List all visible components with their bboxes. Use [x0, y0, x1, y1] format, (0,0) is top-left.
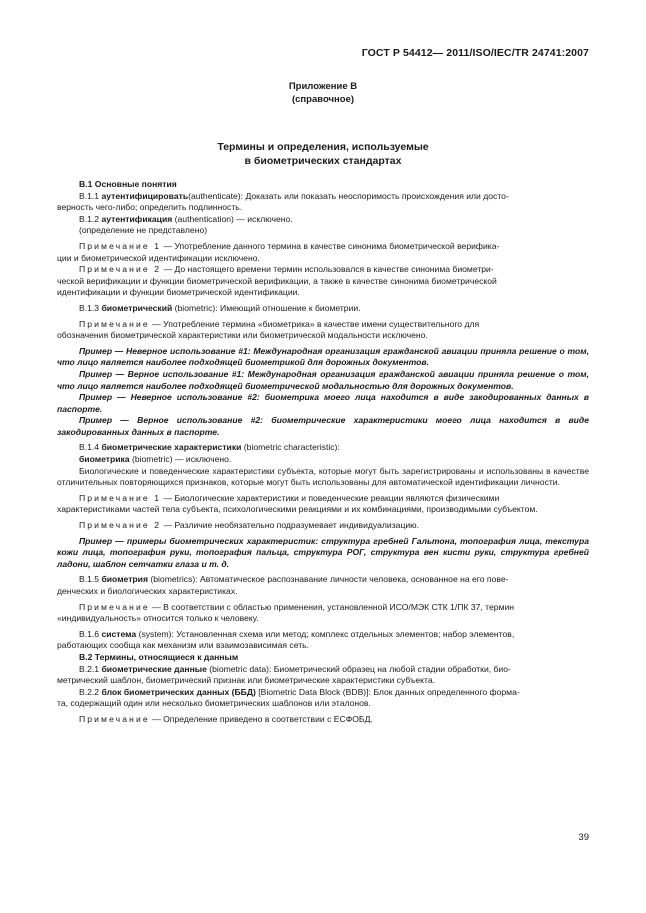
note-text: — Употребление термина «биометрика» в качестве имени существительного для [149, 318, 480, 329]
note-text: — Употребление данного термина в качестве синонима биометрической верифика- [161, 240, 500, 251]
note-text: — В соответствии с областью применения, установленной ИСО/МЭК СТК 1/ПК 37, термин [149, 601, 515, 612]
note-label: Примечание [79, 713, 150, 724]
term-name: биометрические характеристики [101, 442, 242, 453]
term-name: биометрика [79, 454, 130, 465]
title-line-2: в биометрических стандартах [244, 155, 402, 167]
note-1-cont: ции и биометрической идентификации исключено. [57, 252, 260, 263]
term-b1-6 [57, 629, 589, 641]
term-definition: [Biometric Data Block (BDB)]: Блок данных определенного форма- [255, 686, 520, 697]
appendix-label: Приложение В [288, 81, 358, 92]
term-name: аутентифицировать [101, 190, 189, 201]
note-2-cont-2: идентификации и функции биометрической идентификации. [57, 287, 300, 298]
term-name: биометрический [101, 302, 173, 313]
term-definition: (biometrics): Автоматическое распознавание личности человека, основанное на его пове- [147, 574, 509, 585]
term-name: система [101, 628, 137, 639]
note-label: Примечание 2 [79, 520, 162, 531]
term-b2-1 [57, 664, 589, 676]
note-label: Примечание [79, 601, 150, 612]
note-3-line [57, 319, 589, 331]
example-4: Пример — Верное использование #2: биометрические характеристики моего лица находится в виде закодированных данных в паспорте. [57, 415, 589, 437]
example-5: Пример — примеры биометрических характеристик: структура гребней Гальтона, топография лица, текстура кожи лица, топография руки, топография пальца, структура РОГ, структура вен кисти руки, структура гребней ладони, шаблон сетчатки глаза и т. д. [57, 535, 589, 569]
term-definition: (biometric) — исключено. [129, 454, 232, 465]
term-name: блок биометрических данных (ББД) [101, 686, 256, 697]
term-b1-1-cont: верность чего-либо; определить подлинность. [57, 202, 243, 213]
term-b1-4 [57, 442, 589, 454]
term-b1-3 [57, 303, 589, 315]
term-definition: (authentication) — исключено. [172, 213, 293, 224]
term-definition: (biometric data): Биометрический образец на любой стадии обработки, био- [206, 663, 511, 674]
note-4-line [57, 493, 589, 505]
appendix-note: (справочное) [291, 94, 355, 105]
term-b1-2-cont: (определение не представлено) [79, 225, 208, 236]
note-label: Примечание 1 [79, 240, 162, 251]
note-text: — Различие необязательно подразумевает индивидуализацию. [161, 520, 419, 531]
term-name: аутентификация [101, 213, 173, 224]
term-number: В.1.5 [79, 574, 102, 585]
term-definition: (biometric characteristic): [241, 442, 340, 453]
example-3: Пример — Неверное использование #2: биометрика моего лица находится в виде закодированных данных в паспорте. [57, 392, 589, 414]
note-text: — Биологические характеристики и поведенческие реакции являются физическими [161, 492, 500, 503]
note-2-cont-1: ческой верификации и функции биометрической верификации, а также в качестве синонима биометрической [57, 275, 497, 286]
term-b1-2 [57, 214, 589, 226]
term-number: В.1.6 [79, 628, 102, 639]
standard-header: ГОСТ Р 54412— 2011/ISO/IEC/TR 24741:2007 [361, 47, 589, 59]
appendix-heading [0, 80, 646, 106]
term-b1-4-synonym [57, 454, 589, 466]
note-1-line [57, 241, 589, 253]
example-1: Пример — Неверное использование #1: Международная организация гражданской авиации приняла решение о том, что лицо является наиболее подходящей биометрикой для дорожных документов. [57, 345, 589, 368]
term-b1-5 [57, 574, 589, 586]
note-2-line [57, 264, 589, 276]
title-line-1: Термины и определения, используемые [217, 141, 429, 153]
term-b1-6-cont: работающих сообща как механизм или взаимозависимая сеть. [57, 640, 310, 651]
term-b1-1 [57, 191, 589, 203]
term-number: В.1.2 [79, 213, 102, 224]
section-title [0, 140, 646, 168]
section-heading-b1: В.1 Основные понятия [79, 179, 177, 189]
term-number: В.1.3 [79, 302, 102, 313]
term-b1-4-definition: Биологические и поведенческие характеристики субъекта, которые могут быть зарегистрированы и использованы в качестве отличительных повторяющихся признаков, которые могут быть использованы для автоматической идентификации личности. [57, 465, 589, 488]
note-7-line [57, 714, 589, 726]
term-number: В.2.2 [79, 686, 102, 697]
note-6-line [57, 602, 589, 614]
term-name: биометрия [101, 574, 148, 585]
note-text: — Определение приведено в соответствии с ЕСФОБД. [149, 713, 373, 724]
term-number: В.1.1 [79, 190, 102, 201]
term-definition: (authenticate): Доказать или показать неоспоримость происхождения или досто- [188, 190, 509, 201]
page-number: 39 [578, 832, 589, 843]
term-b1-5-cont: денческих и биологических характеристиках. [57, 586, 238, 596]
section-heading-b2: В.2 Термины, относящиеся к данным [79, 651, 239, 662]
note-label: Примечание [79, 318, 150, 329]
document-body [57, 179, 589, 726]
note-6-cont: «индивидуальность» относится только к человеку. [57, 613, 259, 624]
term-name: биометрические данные [101, 663, 207, 674]
note-label: Примечание 2 [79, 264, 162, 275]
note-4-cont: характеристиками частей тела субъекта, психологическими реакциями и их комбинациями, производимыми субъектом. [57, 504, 538, 515]
note-label: Примечание 1 [79, 492, 162, 503]
term-b2-2-cont: та, содержащий один или несколько биометрических шаблонов или эталонов. [57, 698, 371, 709]
term-definition: (biometric): Имеющий отношение к биометрии. [172, 302, 361, 313]
term-b2-2 [57, 687, 589, 699]
note-5-line [57, 520, 589, 532]
example-2: Пример — Верное использование #1: Международная организация гражданской авиации приняла решение о том, что лицо является наиболее подходящей биометрической модальностью для дорожных документов. [57, 368, 589, 391]
term-definition: (system): Установленная схема или метод; комплекс отдельных элементов; набор элементов, [136, 628, 515, 639]
term-number: В.2.1 [79, 663, 102, 674]
term-b2-1-cont: метрический шаблон, биометрический признак или биометрические характеристики субъекта. [57, 675, 436, 686]
note-text: — До настоящего времени термин использовался в качестве синонима биометри- [161, 264, 494, 275]
note-3-cont: обозначения биометрической характеристики или биометрической модальности исключено. [57, 330, 428, 341]
term-number: В.1.4 [79, 442, 102, 453]
